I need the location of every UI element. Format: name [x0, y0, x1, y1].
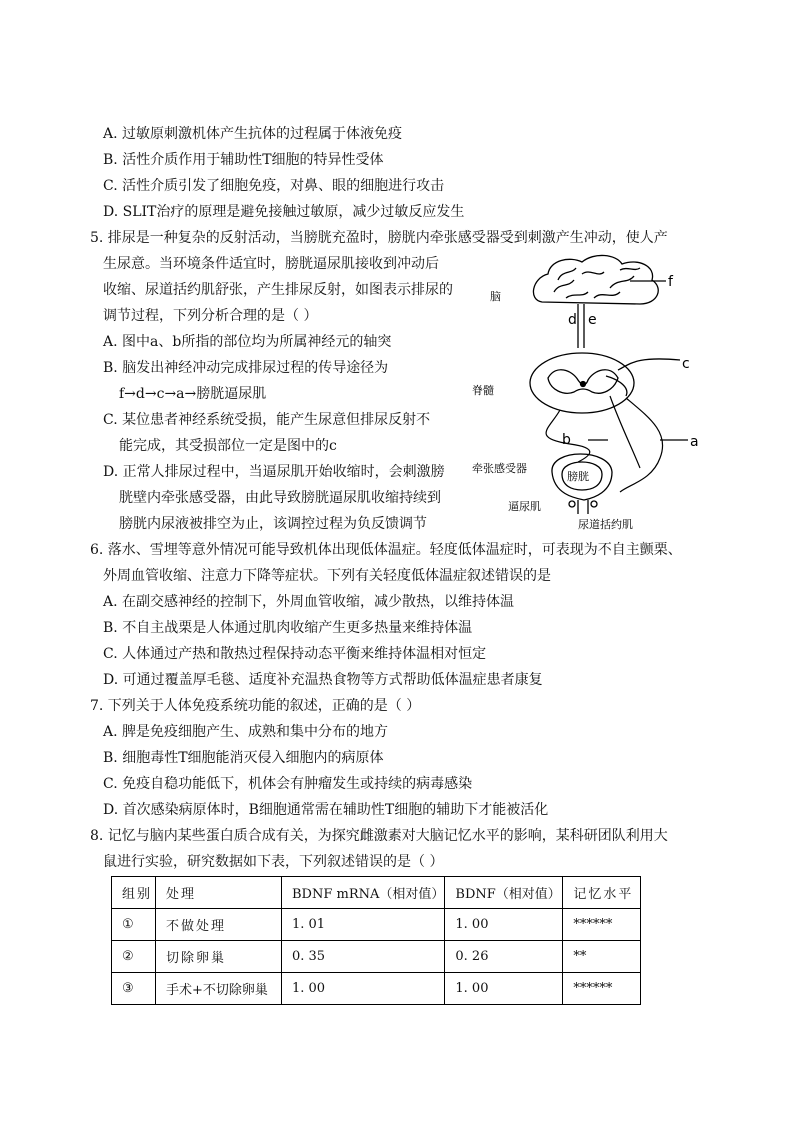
- header-treatment: 处理: [156, 877, 282, 909]
- table-cell: 1. 00: [445, 909, 563, 941]
- bladder-illustration: [552, 454, 612, 514]
- sphincter-label: 尿道括约肌: [578, 518, 633, 531]
- table-cell: 1. 00: [282, 973, 445, 1005]
- q8-stem-line-2: 鼠进行实验，研究数据如下表，下列叙述错误的是（ ）: [103, 854, 444, 870]
- q7-stem: 7. 下列关于人体免疫系统功能的叙述，正确的是（ ）: [90, 698, 421, 714]
- brain-illustration: [533, 255, 666, 348]
- spinal-cord-illustration: [530, 353, 680, 413]
- q5-stem-line-1: 5. 排尿是一种复杂的反射活动，当膀胱充盈时，膀胱内牵张感受器受到刺激产生冲动，使人产: [90, 230, 668, 246]
- header-bdnf: BDNF（相对值）: [445, 877, 563, 909]
- q6-option-a: A. 在副交感神经的控制下，外周血管收缩，减少散热，以维持体温: [103, 594, 515, 610]
- table-cell: ②: [112, 941, 156, 973]
- table-row: [112, 973, 641, 1005]
- brain-label: 脑: [490, 290, 501, 303]
- q5-option-d-cont-1: 胱壁内牵张感受器，由此导致膀胱逼尿肌收缩持续到: [119, 490, 441, 506]
- q8-stem-line-1: 8. 记忆与脑内某些蛋白质合成有关，为探究雌激素对大脑记忆水平的影响，某科研团队利用大: [90, 828, 668, 844]
- label-b: b: [562, 432, 571, 448]
- table-cell: 手术+不切除卵巢: [156, 973, 282, 1005]
- q7-option-d: D. 首次感染病原体时，B细胞通常需在辅助性T细胞的辅助下才能被活化: [103, 802, 549, 818]
- bladder-label: 膀胱: [567, 470, 589, 483]
- table-cell: 0. 26: [445, 941, 563, 973]
- table-row: [112, 941, 641, 973]
- q5-option-c-cont: 能完成，其受损部位一定是图中的c: [119, 438, 337, 454]
- experiment-table: [111, 876, 641, 1005]
- stretch-receptor-label: 牵张感受器: [472, 462, 527, 475]
- q5-option-b-cont: f→d→c→a→膀胱逼尿肌: [119, 386, 267, 402]
- table-cell: 0. 35: [282, 941, 445, 973]
- q6-stem-line-1: 6. 落水、雪埋等意外情况可能导致机体出现低体温症。轻度低体温症时，可表现为不自主颤栗、: [90, 542, 682, 558]
- q5-option-b: B. 脑发出神经冲动完成排尿过程的传导途径为: [103, 360, 389, 376]
- table-row: [112, 909, 641, 941]
- q5-stem-line-4: 调节过程，下列分析合理的是（ ）: [103, 308, 318, 324]
- q6-stem-line-2: 外周血管收缩、注意力下降等症状。下列有关轻度低体温症叙述错误的是: [103, 568, 551, 584]
- urination-reflex-diagram: [470, 248, 710, 538]
- q7-option-b: B. 细胞毒性T细胞能消灭侵入细胞内的病原体: [103, 750, 384, 766]
- table-cell: 切除卵巢: [156, 941, 282, 973]
- label-e: e: [588, 312, 597, 328]
- label-c: c: [682, 356, 690, 372]
- spinal-cord-label: 脊髓: [472, 384, 494, 397]
- header-group: 组别: [112, 877, 156, 909]
- table-cell: 不做处理: [156, 909, 282, 941]
- table-cell: ③: [112, 973, 156, 1005]
- table-cell: 1. 00: [445, 973, 563, 1005]
- label-f: f: [668, 274, 673, 290]
- q4-option-a: A. 过敏原刺激机体产生抗体的过程属于体液免疫: [103, 126, 403, 142]
- q7-option-c: C. 免疫自稳功能低下，机体会有肿瘤发生或持续的病毒感染: [103, 776, 473, 792]
- table-cell: 1. 01: [282, 909, 445, 941]
- label-a: a: [690, 434, 699, 450]
- header-bdnf-mrna: BDNF mRNA（相对值）: [282, 877, 445, 909]
- q5-option-a: A. 图中a、b所指的部位均为所属神经元的轴突: [103, 334, 392, 350]
- label-d: d: [568, 312, 577, 328]
- q5-stem-line-3: 收缩、尿道括约肌舒张，产生排尿反射，如图表示排尿的: [103, 282, 453, 298]
- table-cell: ******: [563, 973, 641, 1005]
- q5-option-c: C. 某位患者神经系统受损，能产生尿意但排尿反射不: [103, 412, 431, 428]
- table-cell: ******: [563, 909, 641, 941]
- table-cell: **: [563, 941, 641, 973]
- q4-option-b: B. 活性介质作用于辅助性T细胞的特异性受体: [103, 152, 384, 168]
- table-cell: ①: [112, 909, 156, 941]
- q7-option-a: A. 脾是免疫细胞产生、成熟和集中分布的地方: [103, 724, 389, 740]
- q6-option-b: B. 不自主战栗是人体通过肌肉收缩产生更多热量来维持体温: [103, 620, 473, 636]
- q5-stem-line-2: 生尿意。当环境条件适宜时，膀胱逼尿肌接收到冲动后: [103, 256, 439, 272]
- q4-option-c: C. 活性介质引发了细胞免疫，对鼻、眼的细胞进行攻击: [103, 178, 445, 194]
- q4-option-d: D. SLIT治疗的原理是避免接触过敏原，减少过敏反应发生: [103, 204, 465, 220]
- q5-option-d-cont-2: 膀胱内尿液被排空为止，该调控过程为负反馈调节: [119, 516, 427, 532]
- table-header-row: [112, 877, 641, 909]
- q6-option-d: D. 可通过覆盖厚毛毯、适度补充温热食物等方式帮助低体温症患者康复: [103, 672, 543, 688]
- q6-option-c: C. 人体通过产热和散热过程保持动态平衡来维持体温相对恒定: [103, 646, 487, 662]
- header-memory: 记忆水平: [563, 877, 641, 909]
- q5-option-d: D. 正常人排尿过程中，当逼尿肌开始收缩时，会刺激膀: [103, 464, 445, 480]
- detrusor-label: 逼尿肌: [508, 500, 541, 513]
